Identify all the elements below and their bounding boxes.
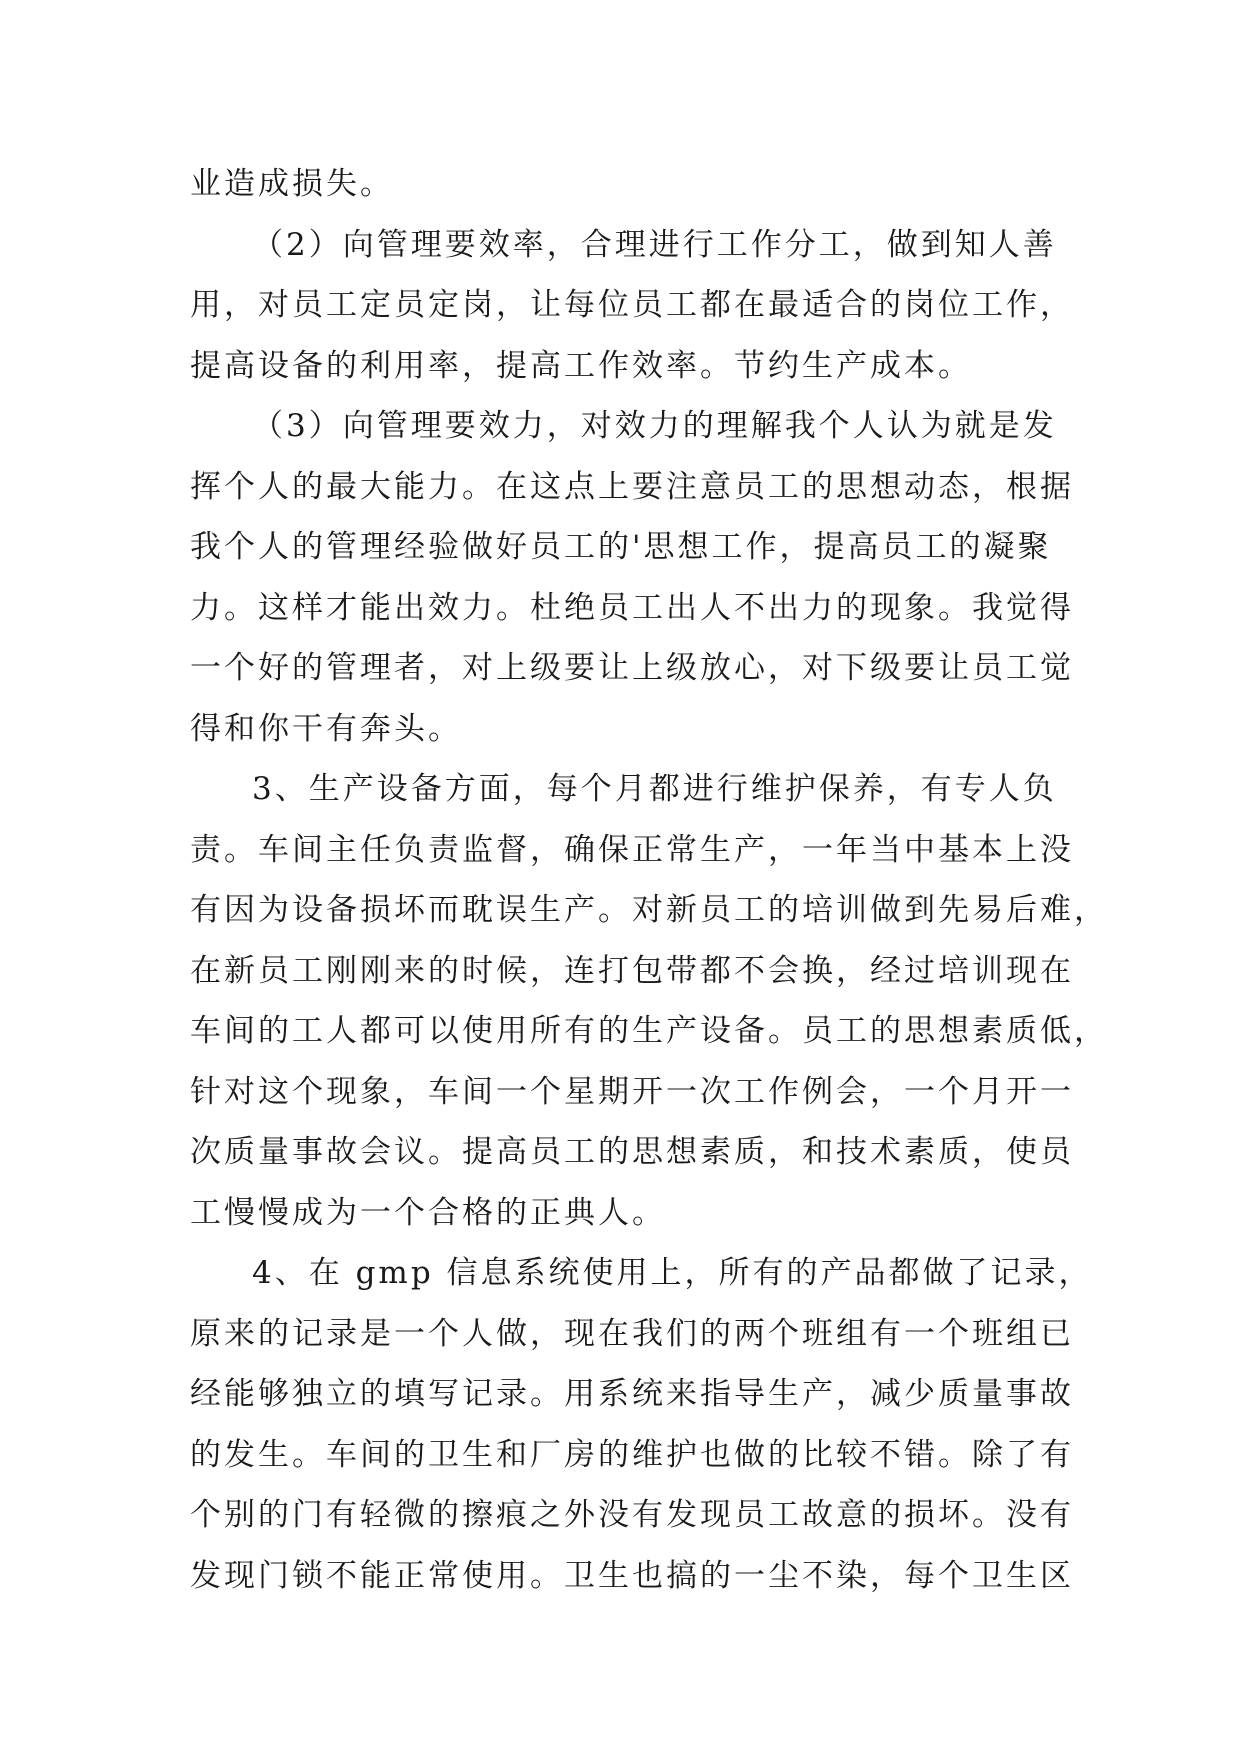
text-line: 车间的工人都可以使用所有的生产设备。员工的思想素质低， (190, 1013, 1108, 1049)
text-line: 在新员工刚刚来的时候，连打包带都不会换，经过培训现在 (190, 952, 1074, 989)
text-line: 提高设备的利用率，提高工作效率。节约生产成本。 (190, 347, 972, 384)
text-line: 我个人的管理经验做好员工的'思想工作，提高员工的凝聚 (190, 529, 1052, 565)
text-line: （3）向管理要效力，对效力的理解我个人认为就是发 (252, 408, 1057, 444)
text-line: 一个好的管理者，对上级要让上级放心，对下级要让员工觉 (190, 650, 1074, 686)
text-line: 4、在 gmp 信息系统使用上，所有的产品都做了记录， (252, 1255, 1093, 1291)
text-line: 的发生。车间的卫生和厂房的维护也做的比较不错。除了有 (190, 1436, 1074, 1473)
body-text (190, 154, 1108, 1606)
text-line: 挥个人的最大能力。在这点上要注意员工的思想动态，根据 (190, 468, 1074, 505)
text-line: （2）向管理要效率，合理进行工作分工，做到知人善 (252, 226, 1057, 263)
text-line: 经能够独立的填写记录。用系统来指导生产，减少质量事故 (190, 1376, 1074, 1412)
text-line: 原来的记录是一个人做，现在我们的两个班组有一个班组已 (190, 1315, 1074, 1352)
text-line: 得和你干有奔头。 (190, 710, 462, 747)
text-line: 责。车间主任负责监督，确保正常生产，一年当中基本上没 (190, 831, 1074, 868)
text-line: 用，对员工定员定岗，让每位员工都在最适合的岗位工作， (190, 287, 1074, 323)
text-line: 个别的门有轻微的擦痕之外没有发现员工故意的损坏。没有 (190, 1497, 1074, 1533)
text-line: 发现门锁不能正常使用。卫生也搞的一尘不染，每个卫生区 (190, 1557, 1074, 1594)
text-line: 有因为设备损坏而耽误生产。对新员工的培训做到先易后难， (190, 892, 1108, 928)
text-line: 3、生产设备方面，每个月都进行维护保养，有专人负 (252, 771, 1057, 807)
text-line: 工慢慢成为一个合格的正典人。 (190, 1194, 666, 1231)
text-line: 针对这个现象，车间一个星期开一次工作例会，一个月开一 (190, 1073, 1074, 1110)
text-line: 力。这样才能出效力。杜绝员工出人不出力的现象。我觉得 (190, 589, 1074, 626)
text-line: 次质量事故会议。提高员工的思想素质，和技术素质，使员 (190, 1134, 1074, 1170)
text-line: 业造成损失。 (190, 166, 394, 202)
